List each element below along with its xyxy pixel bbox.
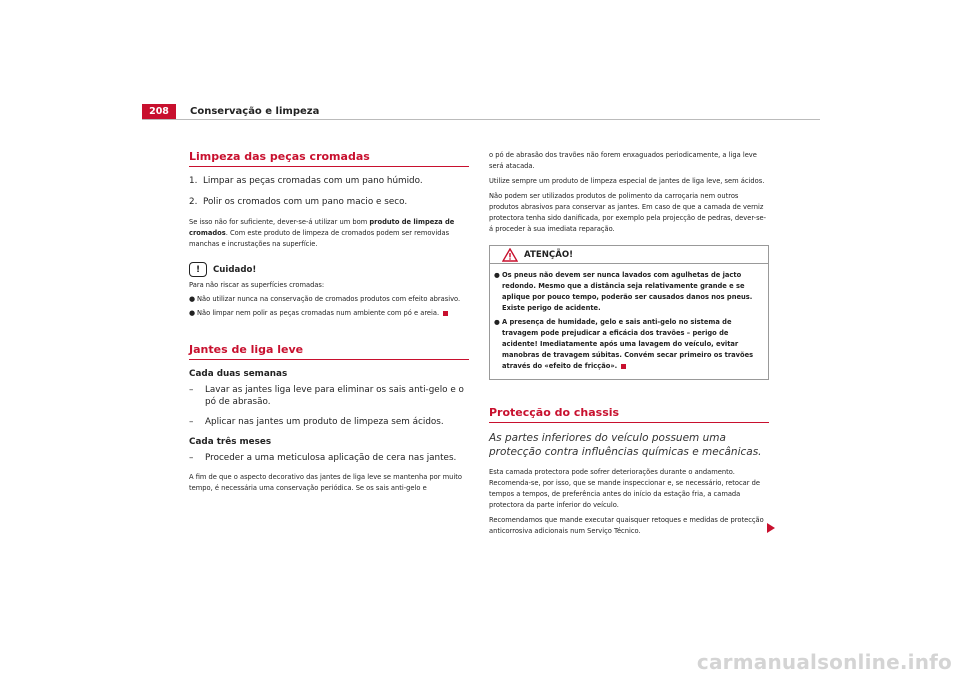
bold-product-name: produto de limpeza de cromados [189,218,455,237]
alloy-paragraph-continued: o pó de abrasão dos travões não forem enxaguados periodicamente, a liga leve será atacada. [489,151,757,170]
header-rule [142,119,820,120]
warning-header [490,246,768,264]
warning-triangle-icon [502,248,518,262]
step-number: 2. [189,197,198,207]
dash-marker: – [189,385,194,395]
watermark: carmanualsonline.info [696,650,952,674]
alloy-paragraph: A fim de que o aspecto decorativo das jantes de liga leve se mantenha por muito tempo, é necessária uma conservação periódica. Se os sais anti-gelo e [189,473,462,492]
step-text: Polir os cromados com um pano macio e seco. [203,197,408,207]
warning-bullet: ● Os pneus não devem ser nunca lavados com agulhetas de jacto redondo. Mesmo que a distância seja relativamente grande e se aplique por pouco tempo, poderão ser causados danos nos pneus. Existe perigo de acidente. [494,271,753,312]
caution-title: Cuidado! [213,264,257,275]
dash-item: – Aplicar nas jantes um produto de limpeza sem ácidos. [189,417,444,427]
end-of-section-marker-icon [443,311,448,316]
bullet-dot-icon: ● [494,318,500,326]
alloy-paragraph: Utilize sempre um produto de limpeza especial de jantes de liga leve, sem ácidos. [489,177,765,185]
caution-bullet: ● Não limpar nem polir as peças cromadas num ambiente com pó e areia. [189,308,469,319]
subheading-biweekly: Cada duas semanas [189,369,288,379]
chrome-paragraph: Se isso não for suficiente, dever-se-á utilizar um bom produto de limpeza de cromados. Com este produto de limpeza de cromados podem ser removidas manchas e incrustações na superfície. [189,218,455,248]
step-number: 1. [189,176,198,186]
dash-marker: – [189,453,194,463]
chassis-paragraph: Esta camada protectora pode sofrer deteriorações durante o andamento. Recomenda-se, por isso, que se mande inspeccionar e, se necessário, retocar de tempos a tempos, de preferência antes do início da estação fria, a camada protectora da parte inferior do veículo. [489,468,761,509]
step-text: Limpar as peças cromadas com um pano húmido. [203,176,423,186]
caution-exclamation-icon: ! [189,262,207,277]
next-page-arrow-icon[interactable] [767,523,775,533]
caution-intro: Para não riscar as superfícies cromadas: [189,281,325,289]
warning-title: ATENÇÃO! [524,249,574,260]
page-number: 208 [142,104,176,120]
bullet-dot-icon: ● [189,309,196,317]
dash-marker: – [189,417,194,427]
bullet-dot-icon: ● [494,271,500,279]
dash-item: – Lavar as jantes liga leve para eliminar os sais anti-gelo e o pó de abrasão. [189,385,464,407]
step-item [189,196,469,208]
running-header-title: Conservação e limpeza [190,106,320,117]
chassis-paragraph: Recomendamos que mande executar quaisquer retoques e medidas de protecção anticorrosiva adicionais num Serviço Técnico. [489,516,764,535]
end-of-section-marker-icon [621,364,626,369]
subheading-quarterly: Cada três meses [189,437,272,447]
bullet-dot-icon: ● [189,295,196,303]
caution-bullet: ● Não utilizar nunca na conservação de cromados produtos com efeito abrasivo. [189,295,461,303]
chassis-lead-text: As partes inferiores do veículo possuem uma protecção contra influências químicas e mecânicas. [489,432,762,458]
warning-bullet: ● A presença de humidade, gelo e sais anti-gelo no sistema de travagem pode prejudicar a eficácia dos travões – perigo de acidente! Imediatamente após uma lavagem do veículo, evitar manobras de travagem súbitas. Convém secar primeiro os travões através do «efeito de fricção». [494,318,754,370]
dash-item: – Proceder a uma meticulosa aplicação de cera nas jantes. [189,453,457,463]
right-column [489,150,769,540]
section-heading-chassis: Protecção do chassis [489,406,769,423]
left-column [189,150,469,497]
section-heading-alloy: Jantes de liga leve [189,343,469,360]
section-heading-chrome: Limpeza das peças cromadas [189,150,469,167]
warning-box [489,245,769,380]
step-item [189,175,469,187]
caution-header [189,262,469,277]
alloy-paragraph: Não podem ser utilizados produtos de polimento da carroçaria nem outros produtos abrasivos para conservar as jantes. Em caso de que a camada de verniz protectora tenha sido danificada, por exemplo pela projecção de pedras, dever-se-á proceder à sua imediata reparação. [489,192,767,233]
